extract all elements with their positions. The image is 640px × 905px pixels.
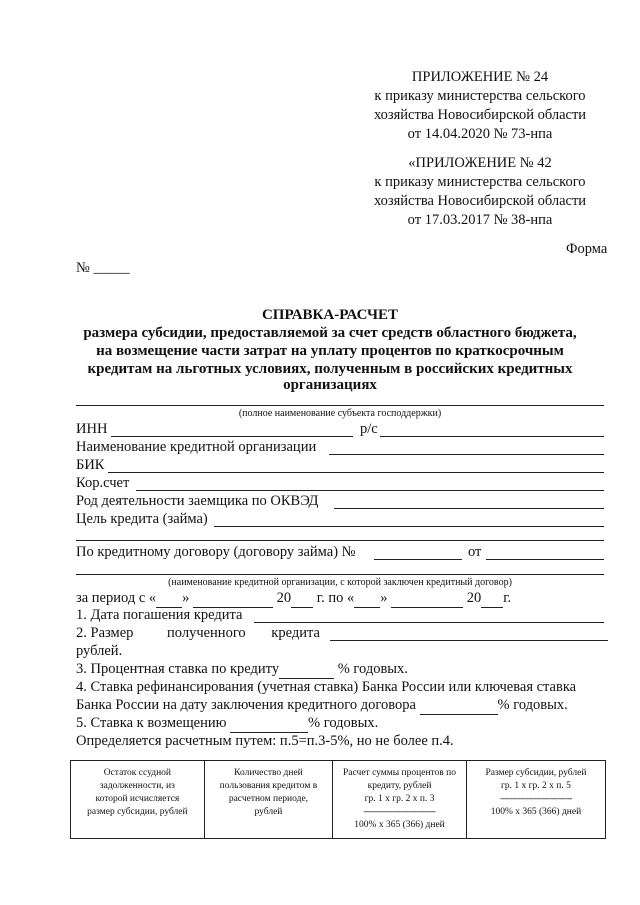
period-end-year-field[interactable] — [481, 590, 503, 608]
item-2-label-c: кредита — [271, 625, 320, 641]
item-5-label: 5. Ставка к возмещению — [76, 715, 227, 731]
col3-line2: кредиту, рублей — [367, 781, 432, 791]
item-4-label: 4. Ставка рефинансирования (учетная ставка) Банка России или ключевая ставка — [76, 679, 577, 695]
period-end-quote: » — [380, 590, 388, 606]
appendix-24-date: от 14.04.2020 № 73-нпа — [407, 126, 553, 142]
table-col-interest — [333, 761, 467, 839]
document-title: СПРАВКА-РАСЧЕТ — [261, 307, 399, 323]
appendix-24-line3: хозяйства Новосибирской области — [373, 107, 587, 123]
col4-line1: Размер субсидии, рублей — [485, 768, 587, 778]
document-number: № _____ — [76, 260, 130, 276]
col1-line3: которой исчисляется — [95, 794, 180, 804]
okved-field[interactable] — [334, 508, 604, 509]
kor-account-field[interactable] — [136, 490, 604, 491]
repayment-date-field[interactable] — [254, 622, 604, 623]
period-end-day-field[interactable] — [354, 590, 380, 608]
period-start-quote: » — [182, 590, 190, 606]
period-end-prefix: г. по « — [316, 590, 355, 606]
interest-rate-field[interactable] — [279, 661, 334, 679]
purpose-field[interactable] — [214, 526, 604, 527]
appendix-24-line2: к приказу министерства сельского — [374, 88, 586, 104]
inn-label: ИНН — [76, 421, 108, 437]
table-col-subsidy — [466, 761, 605, 839]
col1-line2: задолженности, из — [99, 781, 175, 791]
title-line-4: организациях — [283, 377, 377, 393]
appendix-42-date: от 17.03.2017 № 38-нпа — [407, 212, 553, 228]
item-4-unit: % годовых. — [497, 697, 568, 713]
item-5-row — [76, 715, 378, 733]
item-4-row2 — [76, 697, 568, 715]
item-3-row — [76, 661, 408, 679]
item-2-label-b: полученного — [167, 625, 246, 641]
bik-label: БИК — [76, 457, 105, 473]
col4-divider: --------------------------- — [499, 794, 572, 804]
col4-line2: гр. 1 x гр. 2 x п. 5 — [501, 781, 571, 791]
contract-from-label: от — [468, 544, 482, 560]
inn-field[interactable] — [111, 436, 353, 437]
appendix-42-block — [365, 154, 595, 230]
title-line-1: размера субсидии, предоставляемой за счет средств областного бюджета, — [83, 325, 577, 341]
subject-name-line[interactable] — [76, 405, 604, 406]
table-col-balance — [71, 761, 205, 839]
refinancing-rate-field[interactable] — [420, 697, 498, 715]
col3-divider: --------------------------- — [363, 807, 436, 817]
contract-date-field[interactable] — [486, 559, 604, 560]
col2-line2: пользования кредитом в — [219, 781, 318, 791]
item-3-label: 3. Процентная ставка по кредиту — [76, 661, 280, 677]
period-end-suffix: г. — [503, 590, 512, 606]
col3-line1: Расчет суммы процентов по — [343, 768, 456, 778]
col4-line4: 100% x 365 (366) дней — [490, 807, 582, 817]
table-header-row — [71, 761, 606, 839]
col2-line1: Количество дней — [234, 768, 303, 778]
credit-org-name-line[interactable] — [76, 574, 604, 575]
credit-amount-field[interactable] — [330, 640, 608, 641]
col3-line5: 100% x 365 (366) дней — [354, 820, 445, 830]
purpose-field-extra[interactable] — [76, 540, 604, 541]
col2-line4: рублей — [254, 807, 283, 817]
period-end-year-prefix: 20 — [466, 590, 482, 606]
appendix-42-line3: хозяйства Новосибирской области — [373, 193, 587, 209]
appendix-24-title: ПРИЛОЖЕНИЕ № 24 — [411, 69, 549, 85]
period-start-month-field[interactable] — [193, 590, 273, 608]
contract-label: По кредитному договору (договору займа) № — [76, 544, 356, 560]
bik-field[interactable] — [108, 472, 604, 473]
period-row — [76, 590, 511, 608]
okved-label: Род деятельности заемщика по ОКВЭД — [76, 493, 319, 509]
appendix-42-line2: к приказу министерства сельского — [374, 174, 586, 190]
item-5-unit: % годовых. — [308, 715, 379, 731]
title-line-2: на возмещение части затрат на уплату процентов по краткосрочным — [96, 343, 564, 359]
credit-org-field[interactable] — [329, 454, 604, 455]
period-end-month-field[interactable] — [391, 590, 463, 608]
rs-field[interactable] — [380, 436, 604, 437]
item-1-label: 1. Дата погашения кредита — [76, 607, 243, 623]
form-label: Форма — [566, 241, 608, 257]
calculation-table — [70, 760, 606, 839]
subject-name-hint: (полное наименование субъекта господдержки) — [238, 408, 442, 419]
col3-line3: гр. 1 x гр. 2 x п. 3 — [364, 794, 435, 804]
item-2-unit: рублей. — [76, 643, 123, 659]
period-start-year-field[interactable] — [291, 590, 313, 608]
appendix-24-block — [365, 68, 595, 144]
reimbursement-rate-field[interactable] — [230, 715, 308, 733]
item-3-unit: % годовых. — [337, 661, 408, 677]
credit-org-label: Наименование кредитной организации — [76, 439, 317, 455]
kor-account-label: Кор.счет — [76, 475, 130, 491]
title-line-3: кредитам на льготных условиях, полученным в российских кредитных — [87, 361, 573, 377]
credit-org-name-hint: (наименование кредитной организации, с которой заключен кредитный договор) — [168, 577, 512, 588]
contract-number-field[interactable] — [374, 559, 462, 560]
rs-label: р/с — [360, 421, 378, 437]
period-start-day-field[interactable] — [156, 590, 182, 608]
table-col-days — [204, 761, 332, 839]
item-4-label-2: Банка России на дату заключения кредитного договора — [76, 697, 416, 713]
period-start-prefix: за период с « — [76, 590, 157, 606]
appendix-42-title: «ПРИЛОЖЕНИЕ № 42 — [408, 155, 552, 171]
purpose-label: Цель кредита (займа) — [76, 511, 208, 527]
col2-line3: расчетном периоде, — [228, 794, 309, 804]
calculation-note: Определяется расчетным путем: п.5=п.3-5%, но не более п.4. — [76, 733, 454, 749]
col1-line4: размер субсидии, рублей — [87, 807, 188, 817]
col1-line1: Остаток ссудной — [103, 768, 172, 778]
item-2-label-a: 2. Размер — [76, 625, 134, 641]
period-start-year-prefix: 20 — [276, 590, 292, 606]
